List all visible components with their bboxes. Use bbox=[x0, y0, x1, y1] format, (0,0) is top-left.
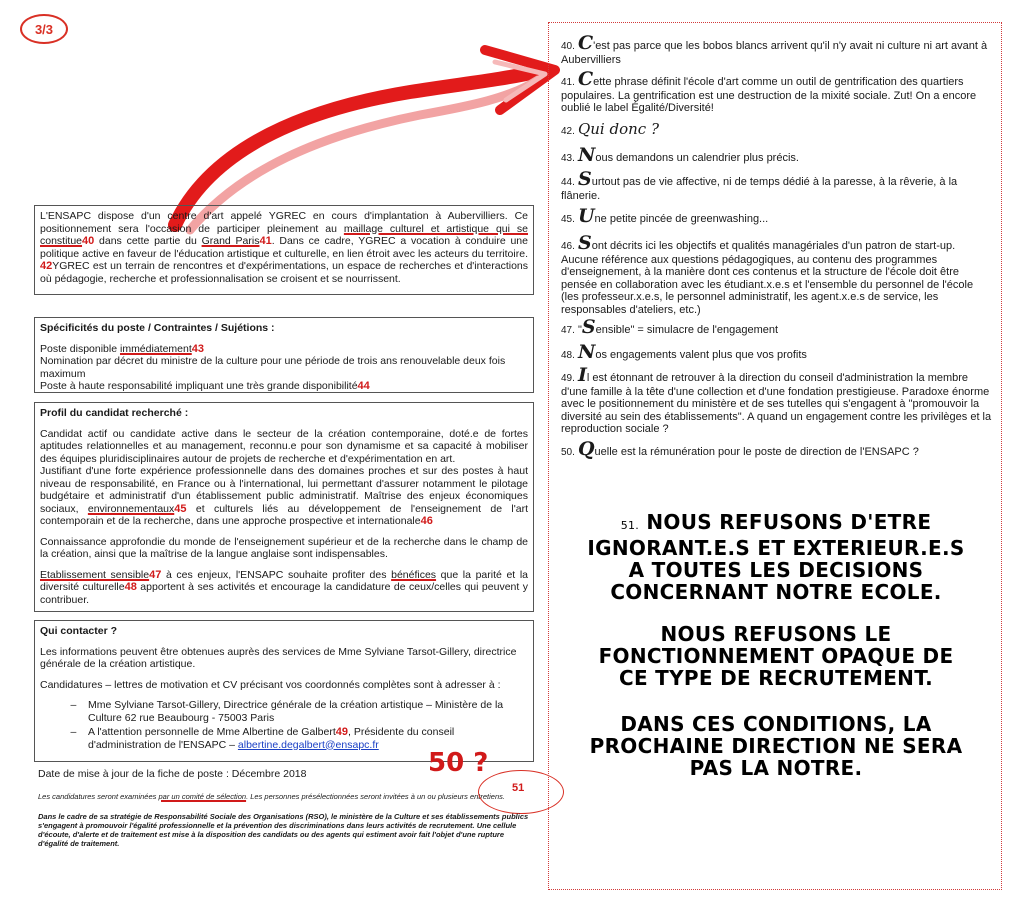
statement-line: 51. NOUS REFUSONS D'ETRE bbox=[620, 510, 932, 534]
contact-list-item: – Mme Sylviane Tarsot-Gillery, Directrice générale de la création artistique – Ministère de la Culture 62 rue Beaubourg - 75003 Paris bbox=[88, 699, 528, 724]
note-48: 48. Nos engagements valent plus que vos profits bbox=[561, 341, 807, 363]
contact-title: Qui contacter ? bbox=[40, 625, 118, 637]
note-47: 47. "Sensible" = simulacre de l'engagement bbox=[561, 316, 779, 338]
statement-3 bbox=[549, 713, 1003, 779]
contact-box bbox=[34, 620, 534, 762]
note-43: 43. Nous demandons un calendrier plus précis. bbox=[561, 144, 799, 166]
note-44: 44. Surtout pas de vie affective, ni de temps dédié à la paresse, à la rêverie, à la flânerie. bbox=[561, 168, 958, 202]
note-49: 49. Il est étonnant de retrouver à la direction du conseil d'administration la membre d'une famille à la tête d'une collection et d'une fondation prestigieuse. Paradoxe énorme avec le positionnement du ministère et de ses tutelles qui s'engagent à "promouvoir la diversité au sein des établissements". A quand un engagement contre les privilèges et la reproduction sociale ? bbox=[561, 364, 992, 435]
contact-list-item: – A l'attention personnelle de Mme Albertine de Galbert49, Présidente du conseil d'administration de l'ENSAPC – albertine.degalbert@ensapc.fr bbox=[88, 726, 528, 751]
statement-line: A TOUTES LES DECISIONS bbox=[628, 558, 924, 582]
annotations-panel bbox=[548, 22, 1002, 890]
note-50: 50. Quelle est la rémunération pour le poste de direction de l'ENSAPC ? bbox=[561, 438, 919, 460]
statement-line: CE TYPE DE RECRUTEMENT. bbox=[618, 666, 934, 690]
note-46: 46. Sont décrits ici les objectifs et qualités managériales d'un patron de start-up. Aucune référence aux questions pédagogiques, au contenu des programmes d'enseignement, à la manière dont ces contenus et la structure de l'école doit être pensée en collaboration avec les étudiant.x.e.s et l'ensemble du personnel de l'école (les professeur.x.e.s, le personnel administratif, les agent.x.e.s de service, les responsables d'ateliers, etc.) bbox=[561, 232, 974, 316]
specificites-line-1: Poste disponible immédiatement43 bbox=[40, 342, 205, 355]
annotation-50: 50 ? bbox=[428, 748, 489, 778]
statement-line: PAS LA NOTRE. bbox=[689, 756, 863, 780]
statement-1 bbox=[549, 511, 1003, 603]
note-41: 41. Cette phrase définit l'école d'art comme un outil de gentrification des quartiers populaires. La gentrification est une destruction de la mixité sociale. Zut! On a encore oublié le label Égalité/Diversité! bbox=[561, 68, 977, 114]
note-42: 42. Qui donc ? bbox=[561, 120, 659, 138]
specificites-title: Spécificités du poste / Contraintes / Sujétions : bbox=[40, 322, 275, 334]
statement-line: IGNORANT.E.S ET EXTERIEUR.E.S bbox=[587, 536, 965, 560]
note-40: 40. C'est pas parce que les bobos blancs arrivent qu'il n'y avait ni culture ni art avant à Aubervilliers bbox=[561, 32, 988, 66]
profil-paragraph-2: Justifiant d'une forte expérience professionnelle dans des domaines proches et sur des postes à haut niveau de responsabilité, en France ou à l'international, lui permettant d'assurer notamment le pilotage budgétaire et administratif d'un établissement public administratif. Maîtrise des enjeux économiques sociaux, environnementaux45 et culturels liés au développement de l'enseignement de l'art contemporain et de la recherche, dans une approche prospective et internationale46 bbox=[40, 465, 528, 527]
contact-paragraph-2: Candidatures – lettres de motivation et CV précisant vos coordonnés complètes sont à adresser à : bbox=[40, 678, 501, 691]
intro-box bbox=[34, 205, 534, 295]
note-45: 45. Une petite pincée de greenwashing... bbox=[561, 205, 769, 227]
statement-line: FONCTIONNEMENT OPAQUE DE bbox=[598, 644, 954, 668]
statement-line: NOUS REFUSONS LE bbox=[660, 622, 892, 646]
specificites-line-3: Poste à haute responsabilité impliquant une très grande disponibilité44 bbox=[40, 380, 370, 392]
page-number-badge: 3/3 bbox=[20, 14, 68, 44]
profil-box bbox=[34, 402, 534, 612]
statement-line: CONCERNANT NOTRE ECOLE. bbox=[610, 580, 942, 604]
profil-paragraph-3: Connaissance approfondie du monde de l'enseignement supérieur et de la recherche dans le champ de la création, ainsi que la maîtrise de la langue anglaise sont indispensables. bbox=[40, 535, 528, 560]
profil-paragraph-1: Candidat actif ou candidate active dans le secteur de la création contemporaine, doté.e de fortes aptitudes relationnelles et au management, reconnu.e pour son dynamisme et sa capacité à mobiliser des équipes pluridisciplinaires autour de projets de recherche et d'expérimentation en art. bbox=[40, 427, 528, 465]
statement-line: PROCHAINE DIRECTION NE SERA bbox=[589, 734, 963, 758]
selection-note: Les candidatures seront examinées par un comité de sélection. Les personnes présélectionnées seront invitées à un ou plusieurs entretiens. bbox=[38, 792, 505, 801]
profil-paragraph-4: Etablissement sensible47 à ces enjeux, l'ENSAPC souhaite profiter des bénéfices que la parité et la diversité culturelle48 apportent à ses activités et encourage la candidature de ceux/celles qui peuvent y contribuer. bbox=[40, 568, 529, 606]
contact-list bbox=[40, 699, 528, 751]
annotation-51: 51 bbox=[512, 782, 525, 794]
contact-paragraph-1: Les informations peuvent être obtenues auprès des services de Mme Sylviane Tarsot-Gillery, directrice générale de la création artistique. bbox=[40, 645, 517, 670]
rso-note: Dans le cadre de sa stratégie de Responsabilité Sociale des Organisations (RSO), le ministère de la Culture et ses établissements publics s'engagent à promouvoir l'égalité professionnelle et la prévention des discriminations dans leurs activités de recrutement. Une cellule d'écoute, d'alerte et de traitement est mise à la disposition des candidats ou des agents qui estiment avoir fait l'objet d'une rupture d'égalité de traitement. bbox=[38, 812, 529, 848]
profil-title: Profil du candidat recherché : bbox=[40, 407, 189, 419]
statement-line: DANS CES CONDITIONS, LA bbox=[620, 712, 932, 736]
statement-2 bbox=[549, 623, 1003, 689]
specificites-box bbox=[34, 317, 534, 393]
intro-paragraph: L'ENSAPC dispose d'un centre d'art appelé YGREC en cours d'implantation à Aubervilliers. Ce positionnement sera l'occasion de participer pleinement au maillage culturel et artistique qui se constitue40 dans cette partie du Grand Paris41. Dans ce cadre, YGREC a vocation à conduire une politique active en faveur de l'éducation artistique et culturelle, en lien étroit avec les acteurs du territoire. 42YGREC est un terrain de rencontres et d'expérimentations, un espace de recherches et d'interactions où pédagogie, recherche et professionnalisation se croisent et se nourrissent. bbox=[40, 210, 528, 285]
date-line: Date de mise à jour de la fiche de poste : Décembre 2018 bbox=[38, 768, 307, 780]
specificites-line-2: Nomination par décret du ministre de la culture pour une période de trois ans renouvelable deux fois maximum bbox=[40, 355, 506, 380]
contact-email-link[interactable]: albertine.degalbert@ensapc.fr bbox=[237, 738, 379, 751]
